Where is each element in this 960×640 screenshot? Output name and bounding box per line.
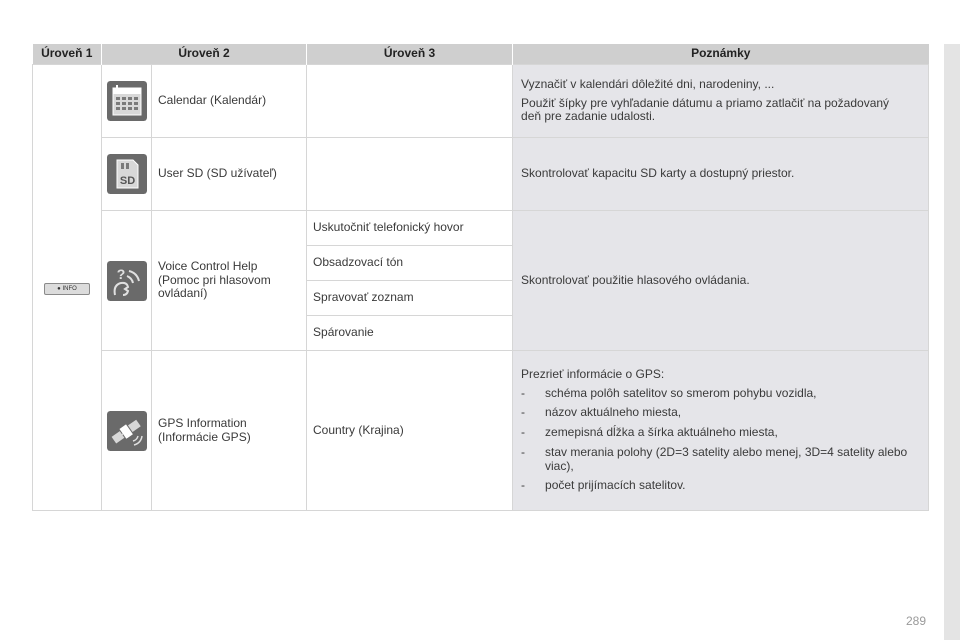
note-text: Použiť šípky pre vyhľadanie dátumu a priamo zatlačiť na požadovaný deň pre zadanie udalosti. [521, 95, 890, 124]
note-text: Skontrolovať použitie hlasového ovládania. [521, 272, 750, 287]
note-text: Skontrolovať kapacitu SD karty a dostupný priestor. [521, 166, 795, 181]
svg-text:?: ? [116, 265, 125, 282]
sd-card-icon [107, 154, 147, 194]
calendar-icon [107, 81, 147, 121]
table-row [33, 138, 929, 211]
list-item: - zemepisná dĺžka a šírka aktuálneho miesta, [521, 426, 908, 440]
page-number: 289 [906, 614, 927, 628]
list-item: - počet prijímacích satelitov. [521, 479, 908, 493]
level3-item: Obsadzovací tón [307, 246, 513, 281]
level3-empty [307, 65, 513, 138]
icon-cell [102, 138, 152, 211]
icon-cell [102, 211, 152, 351]
list-item: - stav merania polohy (2D=3 satelity alebo menej, 3D=4 satelity alebo viac), [521, 446, 908, 474]
level3-item: Uskutočniť telefonický hovor [307, 211, 513, 246]
note-list [521, 387, 908, 494]
level2-label: Calendar (Kalendár) [152, 65, 307, 138]
voice-control-icon [107, 261, 147, 301]
level3-item: Spravovať zoznam [307, 281, 513, 316]
level2-label: GPS Information (Informácie GPS) [152, 351, 307, 511]
table-row [33, 211, 929, 246]
table-row [33, 65, 929, 138]
list-item: - schéma polôh satelitov so smerom pohybu vozidla, [521, 387, 908, 401]
gps-satellite-icon [107, 411, 147, 451]
header-level3: Úroveň 3 [307, 44, 513, 65]
level3-item: Country (Krajina) [307, 351, 513, 511]
level3-empty [307, 138, 513, 211]
header-level2: Úroveň 2 [102, 44, 307, 65]
header-level1: Úroveň 1 [33, 44, 102, 65]
svg-text:SD: SD [119, 175, 135, 187]
note-text: Vyznačiť v kalendári dôležité dni, narodeniny, ... [521, 76, 775, 91]
notes-cell [513, 65, 929, 138]
list-item: - názov aktuálneho miesta, [521, 406, 908, 420]
note-intro: Prezrieť informácie o GPS: [521, 366, 665, 381]
notes-cell [513, 211, 929, 351]
icon-cell [102, 65, 152, 138]
level2-label: Voice Control Help (Pomoc pri hlasovom ovládaní) [152, 211, 307, 351]
notes-cell [513, 138, 929, 211]
header-row [33, 44, 929, 65]
icon-cell [102, 351, 152, 511]
level2-label: User SD (SD užívateľ) [152, 138, 307, 211]
notes-cell [513, 351, 929, 511]
header-notes: Poznámky [513, 44, 929, 65]
level1-cell [33, 65, 102, 511]
info-button-icon: ● INFO [44, 283, 90, 295]
menu-table [32, 44, 929, 511]
level3-item: Spárovanie [307, 316, 513, 351]
table-row [33, 351, 929, 511]
right-edge-bar [944, 44, 960, 640]
